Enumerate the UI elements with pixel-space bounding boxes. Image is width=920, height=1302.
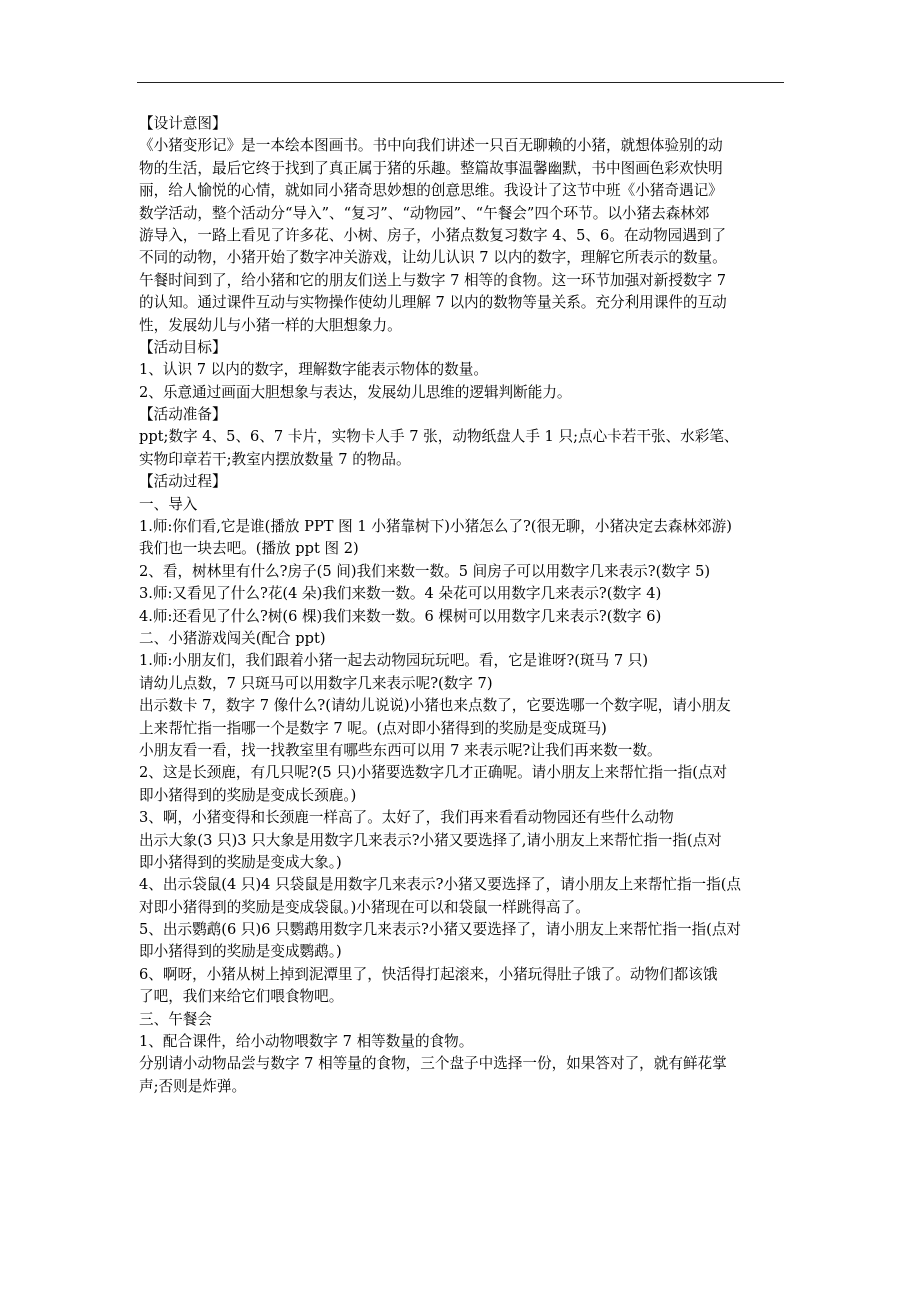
header-rule (137, 82, 784, 83)
text-line: 了吧，我们来给它们喂食物吧。 (139, 988, 344, 1006)
text-line: 丽，给人愉悦的心情，就如同小猪奇思妙想的创意思维。我设计了这节中班《小猪奇遇记》 (139, 182, 723, 200)
text-line: 【活动过程】 (139, 473, 227, 491)
text-line: 1.师:你们看,它是谁(播放 PPT 图 1 小猪靠树下)小猪怎么了?(很无聊，小猪决定去森林郊游) (139, 518, 732, 536)
text-line: 声;否则是炸弹。 (139, 1077, 247, 1095)
text-line: 一、导入 (139, 495, 198, 513)
text-line: 3、啊，小猪变得和长颈鹿一样高了。太好了，我们再来看看动物园还有些什么动物 (139, 809, 674, 827)
text-line: 《小猪变形记》是一本绘本图画书。书中向我们讲述一只百无聊赖的小猪，就想体验别的动 (139, 137, 723, 155)
text-line: 小朋友看一看，找一找教室里有哪些东西可以用 7 来表示呢?让我们再来数一数。 (139, 741, 662, 759)
text-line: 我们也一块去吧。(播放 ppt 图 2) (139, 540, 359, 558)
text-line: 对即小猪得到的奖励是变成袋鼠。)小猪现在可以和袋鼠一样跳得高了。 (139, 898, 590, 916)
text-line: 【设计意图】 (139, 115, 227, 132)
text-line: 即小猪得到的奖励是变成大象。) (139, 853, 342, 871)
document-body (139, 113, 789, 1098)
text-line: 4、出示袋鼠(4 只)4 只袋鼠是用数字几来表示?小猪又要选择了，请小朋友上来帮忙指一指(点 (139, 876, 742, 894)
text-line: 分别请小动物品尝与数字 7 相等量的食物，三个盘子中选择一份，如果答对了，就有鲜花掌 (139, 1055, 727, 1073)
text-line: 午餐时间到了，给小猪和它的朋友们送上与数字 7 相等的食物。这一环节加强对新授数字 7 (139, 271, 727, 289)
text-line: 的认知。通过课件互动与实物操作使幼儿理解 7 以内的数物等量关系。充分利用课件的互动 (139, 294, 727, 312)
text-line: 性，发展幼儿与小猪一样的大胆想象力。 (139, 316, 402, 334)
text-line: 二、小猪游戏闯关(配合 ppt) (139, 629, 326, 647)
text-line: 数学活动，整个活动分“导入”、“复习”、“动物园”、“午餐会”四个环节。以小猪去森林郊 (139, 204, 710, 222)
text-line: 【活动准备】 (139, 406, 227, 424)
text-line: 上来帮忙指一指哪一个是数字 7 呢。(点对即小猪得到的奖励是变成斑马) (139, 719, 607, 737)
text-line: 游导入，一路上看见了许多花、小树、房子，小猪点数复习数字 4、5、6。在动物园遇到了 (139, 226, 727, 244)
text-line: 不同的动物，小猪开始了数字冲关游戏，让幼儿认识 7 以内的数字，理解它所表示的数量。 (139, 249, 727, 267)
text-line: 即小猪得到的奖励是变成鹦鹉。) (139, 943, 342, 961)
text-line: 1、配合课件，给小动物喂数字 7 相等数量的食物。 (139, 1033, 474, 1051)
text-line: 【活动目标】 (139, 338, 227, 356)
text-line: 2、这是长颈鹿，有几只呢?(5 只)小猪要选数字几才正确呢。请小朋友上来帮忙指一指(点对 (139, 764, 728, 782)
text-line: 请幼儿点数，7 只斑马可以用数字几来表示呢?(数字 7) (139, 674, 493, 692)
text-line: 即小猪得到的奖励是变成长颈鹿。) (139, 786, 357, 804)
text-line: 1.师:小朋友们，我们跟着小猪一起去动物园玩玩吧。看，它是谁呀?(斑马 7 只) (139, 652, 649, 670)
text-line: 三、午餐会 (139, 1010, 212, 1028)
text-line: 2、乐意通过画面大胆想象与表达，发展幼儿思维的逻辑判断能力。 (139, 383, 572, 401)
text-line: 物的生活，最后它终于找到了真正属于猪的乐趣。整篇故事温馨幽默，书中图画色彩欢快明 (139, 159, 723, 177)
text-line: 4.师:还看见了什么?树(6 棵)我们来数一数。6 棵树可以用数字几来表示?(数字 6) (139, 607, 662, 625)
text-line: 3.师:又看见了什么?花(4 朵)我们来数一数。4 朵花可以用数字几来表示?(数字 4) (139, 585, 662, 603)
text-line: 2、看，树林里有什么?房子(5 间)我们来数一数。5 间房子可以用数字几来表示?(数字 5) (139, 562, 711, 580)
text-line: 5、出示鹦鹉(6 只)6 只鹦鹉用数字几来表示?小猪又要选择了，请小朋友上来帮忙指一指(点对 (139, 921, 742, 939)
text-line: 出示数卡 7，数字 7 像什么?(请幼儿说说)小猪也来点数了，它要选哪一个数字呢，请小朋友 (139, 697, 731, 715)
text-line: ppt;数字 4、5、6、7 卡片，实物卡人手 7 张，动物纸盘人手 1 只;点心卡若干张、水彩笔、 (139, 428, 739, 446)
text-line: 出示大象(3 只)3 只大象是用数字几来表示?小猪又要选择了,请小朋友上来帮忙指一指(点对 (139, 831, 722, 849)
text-line: 6、啊呀，小猪从树上掉到泥潭里了，快活得打起滚来，小猪玩得肚子饿了。动物们都该饿 (139, 965, 718, 983)
text-line: 1、认识 7 以内的数字，理解数字能表示物体的数量。 (139, 361, 488, 379)
text-line: 实物印章若干;教室内摆放数量 7 的物品。 (139, 450, 411, 468)
